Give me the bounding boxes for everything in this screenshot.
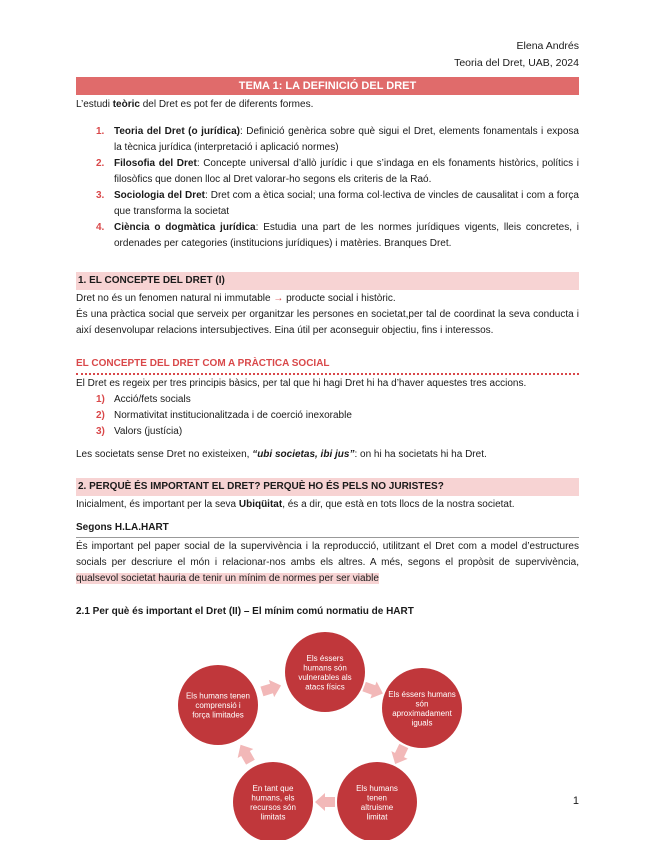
list-item: 3. Sociologia del Dret: Dret com a ètica social; una forma col·lectiva de vincles de causalitat i com a força que transforma la societat xyxy=(96,190,579,217)
cycle-arrow xyxy=(362,682,382,699)
section-1-heading: 1. EL CONCEPTE DEL DRET (I) xyxy=(76,272,579,290)
section-2-heading: 2. PERQUÈ ÉS IMPORTANT EL DRET? PERQUÈ HO ÉS PELS NO JURISTES? xyxy=(76,478,579,496)
cycle-node xyxy=(233,762,313,840)
cycle-nodes xyxy=(178,632,462,840)
section-1-line: Dret no és un fenomen natural ni immutable → producte social i històric. xyxy=(76,293,396,304)
cycle-node xyxy=(382,668,462,748)
section-1-paragraph: És una pràctica social que serveix per organitzar les persones en societat,per tal de coordinat la seva conducta i així desenvolupar relacions intersubjectives. Eina útil per aconseguir objectiu, fins i interessos. xyxy=(76,309,579,336)
subsection-intro: El Dret es regeix per tres principis bàsics, per tal que hi hagi Dret hi ha d’haver aquestes tres accions. xyxy=(76,378,527,389)
cycle-arrow xyxy=(238,745,255,765)
list-item: 2. Filosofia del Dret: Concepte universal d’allò jurídic i que s’indaga en els fonaments històrics, polítics i filosòfics que donen lloc al Dret valorar-ho segons els criteris de la Raó. xyxy=(96,158,580,185)
list-item: 1. Teoria del Dret (o jurídica): Definició genèrica sobre què sigui el Dret, elements fonamentals i exposa la tècnica jurídica (interpretació i aplicació normes) xyxy=(96,126,579,153)
cycle-node xyxy=(178,665,258,745)
page-number: 1 xyxy=(572,795,579,807)
cycle-arrow xyxy=(315,793,335,811)
cycle-arrow xyxy=(391,744,408,764)
list-item: 4. Ciència o dogmàtica jurídica: Estudia una part de les normes jurídiques vigents, lleis concretes, i ordenades per categories (institucions jurídiques) i matèries. Branques Dret. xyxy=(96,222,580,249)
section-2-1-heading: 2.1 Per què és important el Dret (II) – El mínim comú normatiu de HART xyxy=(76,606,414,617)
subsection-closing: Les societats sense Dret no existeixen, “ubi societas, ibi jus”: on hi ha societats hi ha Dret. xyxy=(76,449,487,460)
page-title: TEMA 1: LA DEFINICIÓ DEL DRET xyxy=(76,77,579,95)
header-course: Teoria del Dret, UAB, 2024 xyxy=(454,57,579,69)
forms-list xyxy=(96,124,579,252)
cycle-node xyxy=(285,632,365,712)
cycle-node-label: Els éssers humans són aproximadament iguals xyxy=(388,689,456,728)
header-author: Elena Andrés xyxy=(516,40,579,52)
principles-list xyxy=(96,392,579,440)
cycle-node xyxy=(337,762,417,840)
section-2-line: Inicialment, és important per la seva Ubiqüitat, és a dir, que està en tots llocs de la nostra societat. xyxy=(76,499,515,510)
hart-paragraph: És important pel paper social de la supervivència i la reproducció, utilitzant el Dret com a model d’estructures socials per descriure el món i relacionar-nos ambs els altres. A més, segons el propòsit de supervivència, qualsevol societat hauria de tenir un mínim de normes per ser viable xyxy=(76,537,579,587)
cycle-arrow xyxy=(260,680,281,697)
list-item: 1) Acció/fets socials xyxy=(96,394,191,405)
subsection-heading: EL CONCEPTE DEL DRET COM A PRÀCTICA SOCIAL xyxy=(76,356,579,375)
cycle-node-label: Els humans tenen comprensió i força limitades xyxy=(185,691,251,720)
hart-cycle-diagram xyxy=(160,630,500,840)
intro-text: L’estudi teòric del Dret es pot fer de diferents formes. xyxy=(76,99,314,110)
cycle-node-label: Els éssers humans són vulnerables als atacs físics xyxy=(298,653,352,692)
list-item: 3) Valors (justícia) xyxy=(96,426,183,437)
cycle-node-label: En tant que humans, els recursos són limitats xyxy=(250,783,296,822)
hart-heading: Segons H.LA.HART xyxy=(76,522,169,533)
cycle-node-label: Els humans tenen altruisme limitat xyxy=(356,783,398,822)
list-item: 2) Normativitat institucionalitzada i de coerció inexorable xyxy=(96,410,352,421)
